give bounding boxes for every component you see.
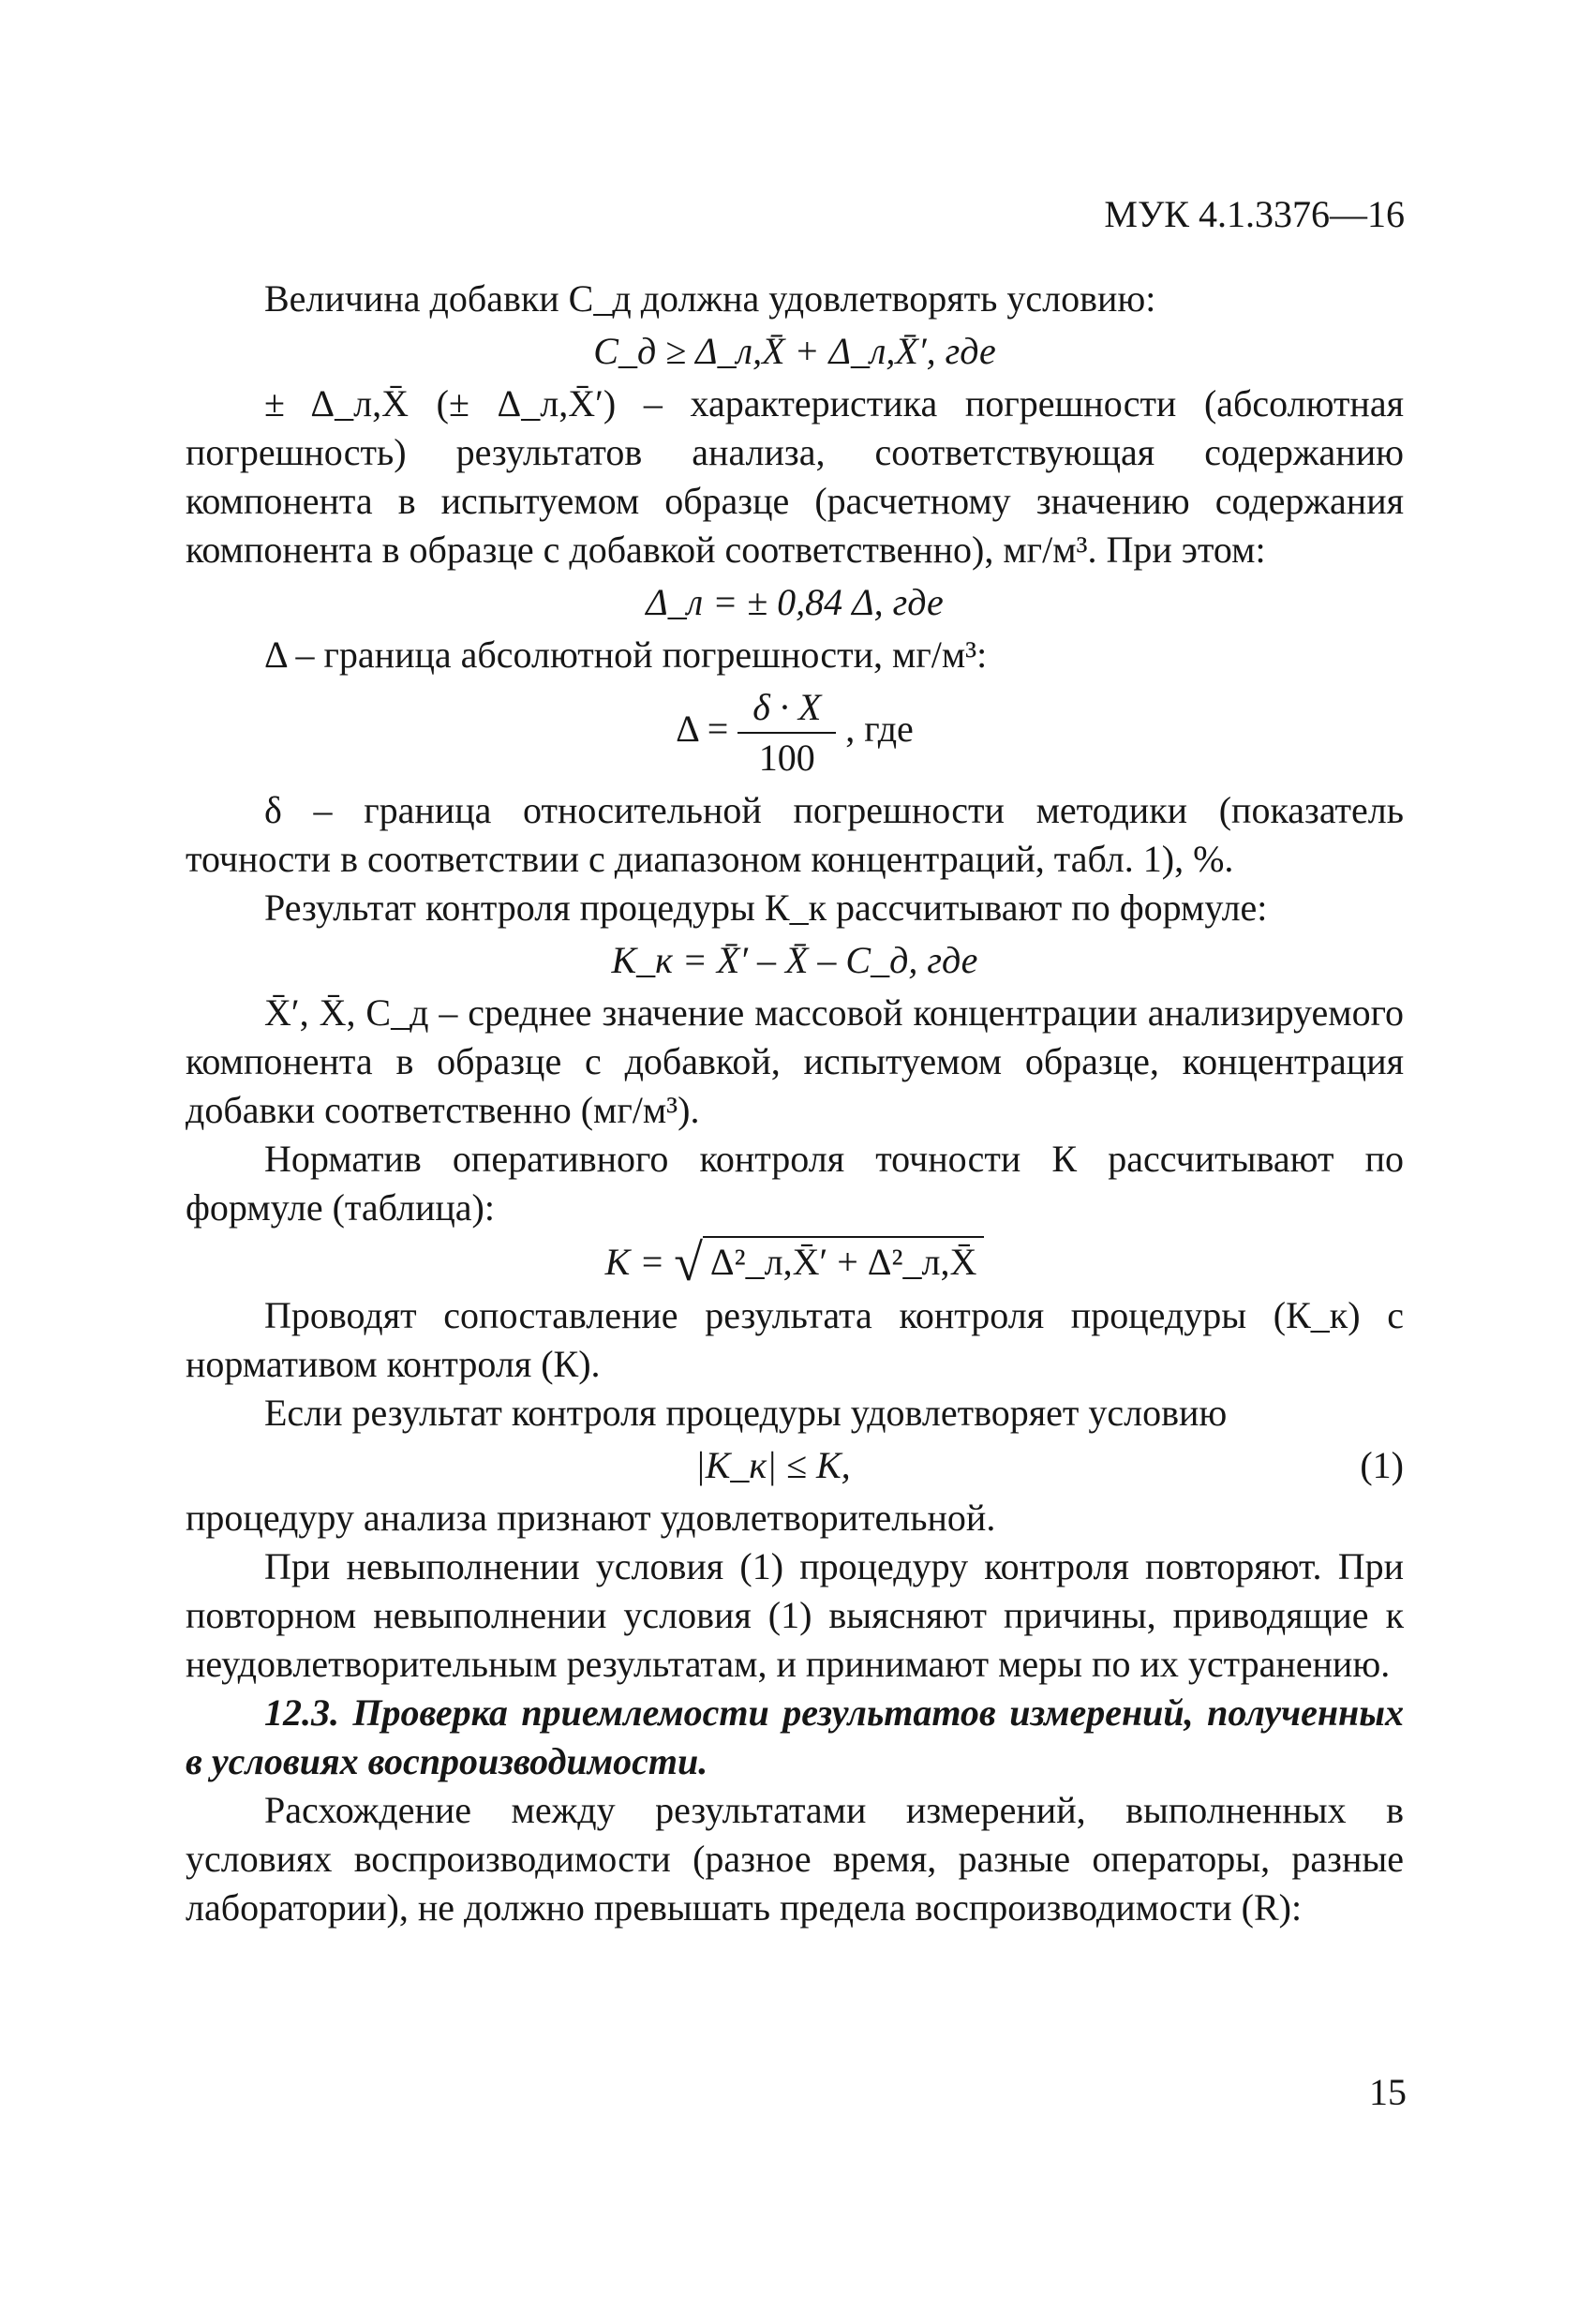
paragraph-reproducibility: Расхождение между результатами измерений, выполненных в условиях воспроизводимости (разное время, разные операторы, разные лаборатории), не должно превышать предела воспроизводимости (R): <box>186 1789 1404 1929</box>
paragraph-satisfactory: процедуру анализа признают удовлетворительной. <box>186 1497 996 1539</box>
formula-delta-l: Δ_л = ± 0,84 Δ, где <box>646 581 944 623</box>
formula-additive: C_д ≥ Δ_л,X̄ + Δ_л,X̄′, где <box>593 330 996 372</box>
formula-norm-lead: К = <box>604 1241 665 1283</box>
fraction-denominator: 100 <box>758 737 815 779</box>
paragraph-error-characteristic: ± Δ_л,X̄ (± Δ_л,X̄′) – характеристика погрешности (абсолютная погрешность) результатов анализа, соответствующая содержанию компонента в испытуемом образце (расчетному значению содержания компонента в образце с добавкой соответственно), мг/м³. При этом: <box>186 382 1404 571</box>
fraction <box>737 683 836 782</box>
formula-delta-fraction <box>186 683 1404 782</box>
page-number: 15 <box>1369 2071 1407 2113</box>
paragraph-additive-condition: Величина добавки C_д должна удовлетворять условию: <box>264 277 1156 320</box>
paragraph-comparison: Проводят сопоставление результата контроля процедуры (К_к) с нормативом контроля (К). <box>186 1294 1404 1385</box>
paragraph-norm: Норматив оперативного контроля точности К рассчитывают по формуле (таблица): <box>186 1138 1404 1229</box>
paragraph-relative-error: δ – граница относительной погрешности методики (показатель точности в соответствии с диапазоном концентраций, табл. 1), %. <box>186 789 1404 880</box>
formula-control-result: К_к = X̄′ – X̄ – C_д, где <box>611 939 978 981</box>
formula-inequality <box>186 1441 1404 1490</box>
section-heading-12-3: 12.3. Проверка приемлемости результатов измерений, полученных в условиях воспроизводимости. <box>186 1691 1404 1782</box>
page-content <box>186 275 1404 1932</box>
formula-delta-tail: , где <box>845 708 914 751</box>
sqrt-icon: √ <box>674 1234 703 1292</box>
document-code: МУК 4.1.3376—16 <box>1104 193 1405 235</box>
paragraph-repeat: При невыполнении условия (1) процедуру контроля повторяют. При повторном невыполнении условия (1) выясняют причины, приводящие к неудовлетворительным результатам, и принимают меры по их устранению. <box>186 1545 1404 1685</box>
formula-norm-sqrt <box>186 1234 1404 1292</box>
equation-number: (1) <box>1360 1444 1404 1486</box>
paragraph-absolute-error: Δ – граница абсолютной погрешности, мг/м³: <box>264 633 988 676</box>
sqrt-radicand: Δ²_л,X̄′ + Δ²_л,X̄ <box>703 1236 984 1287</box>
paragraph-if-condition: Если результат контроля процедуры удовлетворяет условию <box>264 1392 1228 1434</box>
fraction-numerator: δ · X <box>737 683 836 734</box>
paragraph-mean-values: X̄′, X̄, C_д – среднее значение массовой концентрации анализируемого компонента в образце с добавкой, испытуемом образце, концентрация добавки соответственно (мг/м³). <box>186 991 1404 1131</box>
formula-inequality-body: |К_к| ≤ К, <box>694 1444 851 1486</box>
formula-delta-lead: Δ = <box>676 708 729 751</box>
paragraph-control-result: Результат контроля процедуры К_к рассчитывают по формуле: <box>264 886 1268 929</box>
